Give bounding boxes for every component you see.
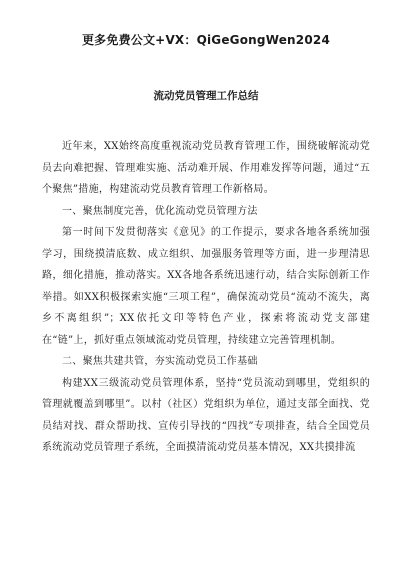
section-2-paragraph: 构建XX三级流动党员管理体系，坚持“党员流动到哪里，党组织的管理就覆盖到哪里”。以村（社区）党组织为单位，通过支部全面找、党员结对找、群众帮助找、宣传引导找的“四找”专项排查，结合全国党员系统流动党员管理子系统，全面摸清流动党员基本情况，XX共摸排流 (42, 377, 370, 453)
section-1-paragraph: 第一时间下发贯彻落实《意见》的工作提示，要求各地各系统加强学习，围绕摸清底数、成立组织、加强服务管理等方面，进一步理清思路，细化措施，推动落实。XX各地各系统迅速行动，结合实际创新工作举措。如XX积极探索实施“三项工程”，确保流动党员“流动不流失，离乡不离组织”；XX依托文印等特色产业，探索将流动党支部建在“链”上，抓好重点领域流动党员管理，持续建立完善管理机制。 (42, 227, 370, 346)
section-2-heading: 二、聚焦共建共管，夯实流动党员工作基础 (62, 356, 258, 367)
intro-paragraph: 近年来，XX始终高度重视流动党员教育管理工作，围绕破解流动党员去向难把握、管理难实施、活动难开展、作用难发挥等问题，通过“五个聚焦”措施，构建流动党员教育管理工作新格局。 (42, 141, 370, 195)
document-title: 流动党员管理工作总结 (153, 90, 259, 102)
document-header: 更多免费公文+VX：QiGeGongWen2024 (81, 33, 330, 47)
section-1-heading: 一、聚焦制度完善，优化流动党员管理方法 (62, 205, 258, 217)
